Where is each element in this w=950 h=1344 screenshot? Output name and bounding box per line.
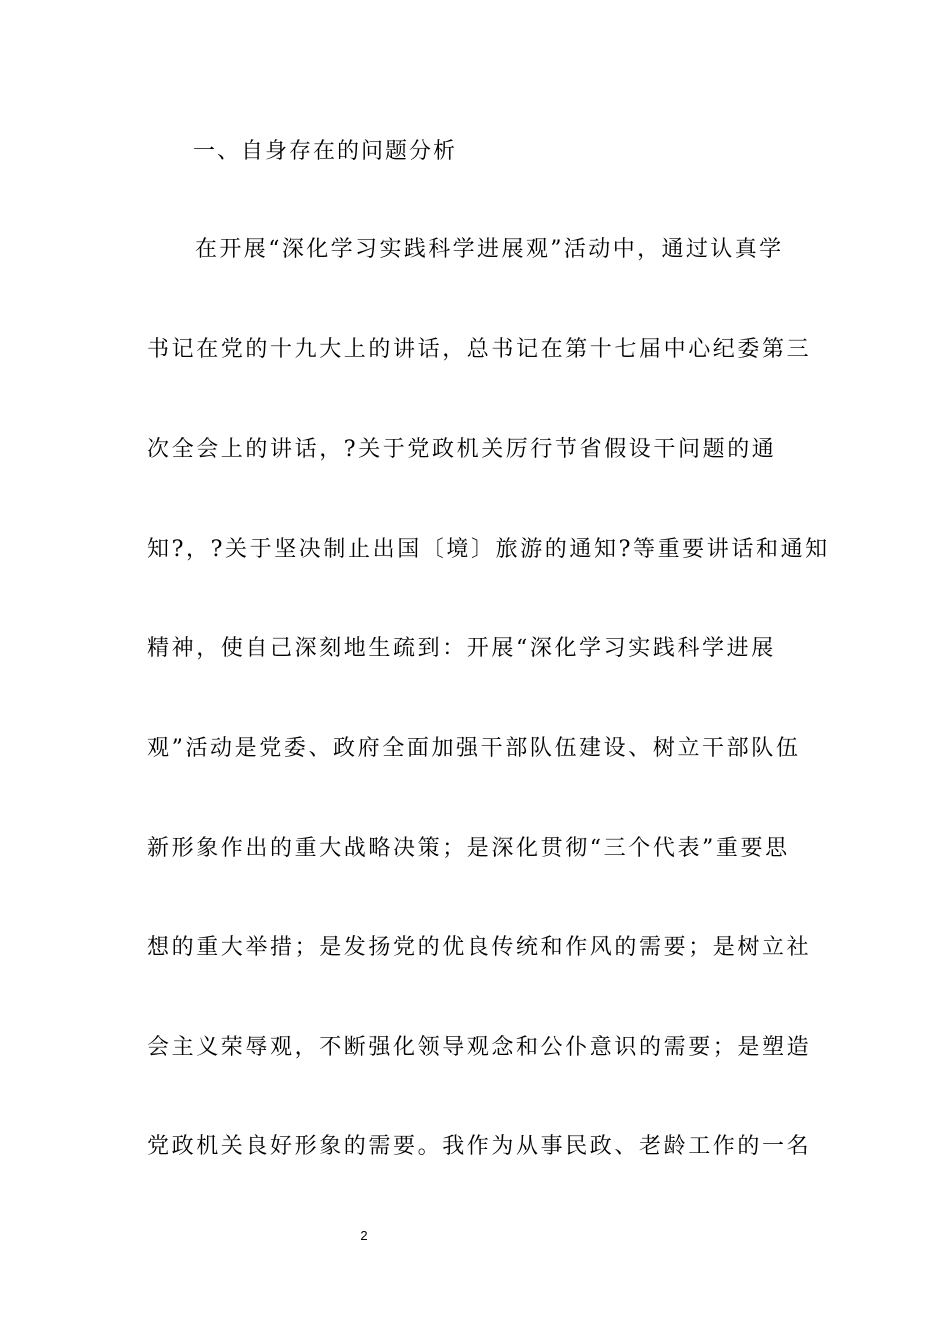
paragraph-line: 书记在党的十九大上的讲话，总书记在第十七届中心纪委第三 xyxy=(147,337,812,362)
section-heading: 一、自身存在的问题分析 xyxy=(193,139,458,164)
paragraph-line: 想的重大举措；是发扬党的优良传统和作风的需要；是树立社 xyxy=(147,935,812,960)
paragraph-line: 精神，使自己深刻地生疏到：开展“深化学习实践科学进展 xyxy=(147,636,776,661)
paragraph-line: 知?，?关于坚决制止出国〔境〕旅游的通知?等重要讲话和通知 xyxy=(147,537,830,562)
paragraph-line: 新形象作出的重大战略决策；是深化贯彻“三个代表”重要思 xyxy=(147,836,790,861)
paragraph-line: 党政机关良好形象的需要。我作为从事民政、老龄工作的一名 xyxy=(147,1134,812,1159)
paragraph-line: 观”活动是党委、政府全面加强干部队伍建设、树立干部队伍 xyxy=(147,736,801,761)
paragraph-line: 会主义荣辱观，不断强化领导观念和公仆意识的需要；是塑造 xyxy=(147,1035,812,1060)
paragraph-line: 在开展“深化学习实践科学进展观”活动中，通过认真学 xyxy=(195,237,784,262)
page-number: 2 xyxy=(360,1228,368,1243)
paragraph-line: 次全会上的讲话，?关于党政机关厉行节省假设干问题的通 xyxy=(147,437,777,462)
